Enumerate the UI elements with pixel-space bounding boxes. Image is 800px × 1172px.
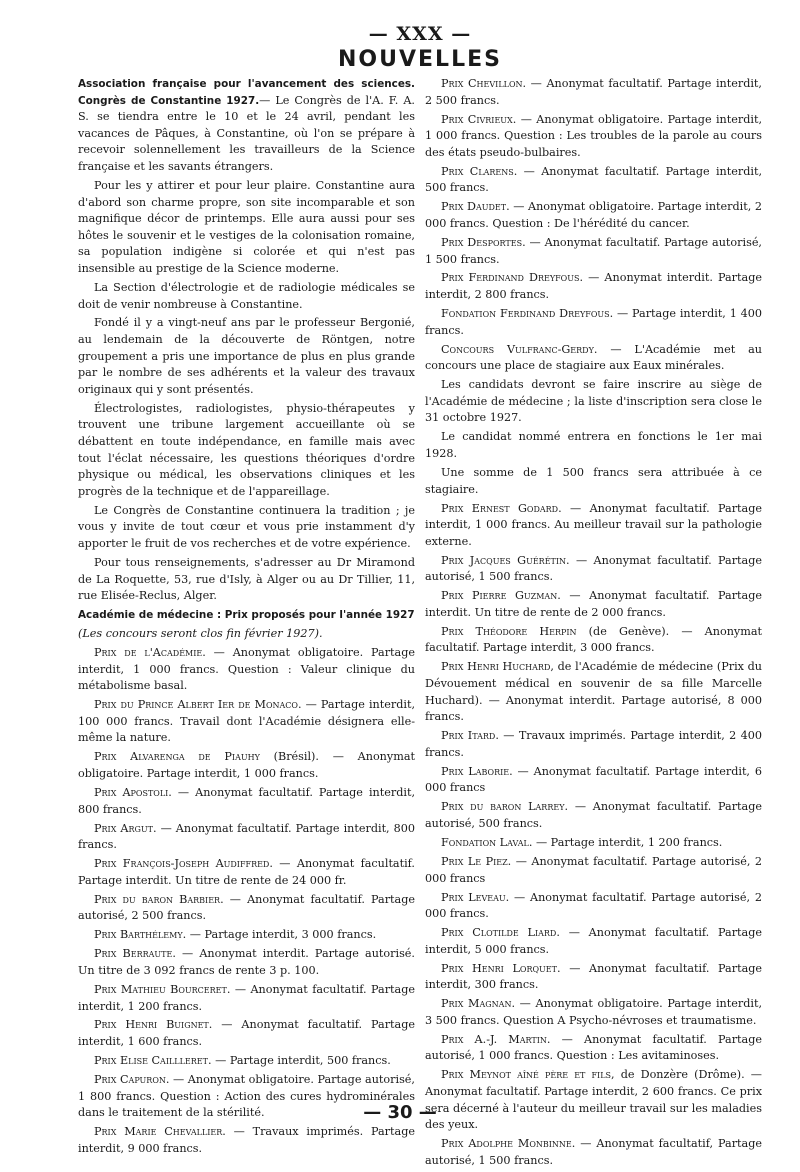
right-column [425, 76, 762, 1172]
prize-entry [425, 728, 762, 761]
prize-details: — Anonymat facultatif. Partage interdit, 5 000 francs. [425, 926, 762, 956]
prize-entry [425, 235, 762, 268]
prize-name: Prix du baron Barbier. [94, 892, 224, 906]
prize-details: — Anonymat facultatif. Partage autorisé, 2 000 francs [425, 854, 762, 885]
prize-details: (de Genève). — Anonymat facultatif. Partage interdit, 3 000 francs. [425, 624, 762, 655]
prize-details: — Anonymat facultatif. Partage autorisé, 1 000 francs. Question : Les avitaminoses. [425, 1032, 762, 1063]
prize-details: de Donzère (Drôme). — Anonymat facultatif. Partage interdit, 2 600 francs. Ce prix sera décerné à l'auteur du meilleur travail sur les maladies des yeux. [425, 1068, 762, 1132]
prize-details: — Anonymat facultatif. Partage autorisé, 2 500 francs. [78, 892, 416, 923]
prize-entry [425, 164, 762, 197]
prize-name: Prix Daudet. [441, 200, 510, 214]
prize-name: Prix Argut. [94, 821, 157, 835]
prize-details: — Anonymat facultatif. Partage interdit, 800 francs. [78, 821, 415, 852]
prize-entry [78, 892, 415, 925]
prize-name: Prix Henri Lorquet. [441, 961, 561, 975]
prize-entry [425, 961, 762, 994]
prize-name: Prix Meynot aîné père et fils, [441, 1068, 615, 1082]
prize-entry [425, 624, 762, 657]
prize-details: — Anonymat facultatif. Partage interdit, 1 200 francs. [78, 982, 416, 1013]
prize-entry [78, 645, 415, 695]
prize-details: — Anonymat facultatif. Partage interdit, 1 600 francs. [78, 1018, 416, 1049]
prize-name: Prix Laborie. [441, 764, 513, 778]
prize-name: Prix Chevillon. [441, 77, 527, 90]
prize-entry [425, 588, 762, 621]
prize-details: — Anonymat facultatif. Partage interdit, 500 francs. [425, 164, 762, 195]
prize-entry [425, 501, 762, 551]
prize-entry [425, 76, 762, 109]
prize-details: — Anonymat facultatif. Partage autorisé, 2 000 francs. [425, 890, 762, 921]
prize-entry [425, 835, 762, 852]
prize-details: — Travaux imprimés. Partage interdit, 9 000 francs. [78, 1125, 415, 1155]
prize-details: — Anonymat obligatoire. Partage interdit, 1 000 francs. Question : Les troubles de la parole au cours des états pseudo-bulbaires. [425, 112, 762, 159]
prize-name: Prix du baron Larrey. [441, 800, 569, 814]
prize-entry [425, 270, 762, 303]
prize-entry [425, 659, 762, 725]
prize-details: — L'Académie met au concours une place de stagiaire aux Eaux minérales. [425, 342, 762, 373]
prize-details: — Anonymat obligatoire. Partage interdit, 3 500 francs. Question A Psycho-névroses et traumatisme. [425, 997, 763, 1027]
prize-details: — Anonymat interdit. Partage autorisé. Un titre de 3 092 francs de rente 3 p. 100. [78, 947, 415, 977]
prize-name: Prix Barthélemy. [94, 928, 187, 942]
prize-entry [78, 821, 415, 854]
prize-name: Concours Vulfranc-Gerdy. [441, 342, 598, 356]
prize-details: — Travaux imprimés. Partage interdit, 2 400 francs. [425, 729, 762, 759]
prize-name: Prix Mathieu Bourceret. [94, 982, 231, 996]
prize-entry [78, 856, 415, 889]
prize-entry [425, 890, 762, 923]
prize-entry [425, 306, 762, 339]
prize-details: — Anonymat obligatoire. Partage interdit, 1 000 francs. Question : Valeur clinique du métabolisme basal. [78, 646, 415, 693]
prize-name: Prix Magnan. [441, 997, 516, 1011]
prize-entry [78, 982, 415, 1015]
prize-name: Prix Le Piez. [441, 854, 512, 868]
article-heading-text: Académie de médecine : Prix proposés pour l'année 1927 [78, 609, 415, 622]
prize-details: — Partage interdit, 500 francs. [215, 1054, 391, 1068]
prize-name: Prix A.-J. Martin. [441, 1032, 551, 1046]
prize-entry [78, 946, 415, 979]
prize-name: Prix François-Joseph Audiffred. [94, 857, 273, 871]
prize-entry [78, 927, 415, 944]
prize-details: (Brésil). — Anonymat obligatoire. Partage interdit, 1 000 francs. [78, 750, 415, 781]
prize-details: — Anonymat facultatif. Partage autorisé, 1 500 francs. [425, 553, 762, 584]
prize-entry [78, 749, 415, 782]
page-number: — 30 — [363, 1102, 437, 1123]
prize-name: Prix Adolphe Monbinne. [441, 1137, 576, 1151]
prize-entry [78, 1124, 415, 1157]
left-column [78, 76, 415, 1172]
prize-name: Prix Alvarenga de Piauhy [94, 750, 260, 764]
prize-details: — Anonymat facultatif. Partage interdit. Un titre de rente de 2 000 francs. [425, 589, 763, 619]
prize-details: — Anonymat obligatoire. Partage interdit, 2 000 francs. Question : De l'hérédité du cancer. [425, 200, 762, 230]
body-paragraph: Le Congrès de Constantine continuera la tradition ; je vous y invite de tout cœur et vous prie instamment d'y apporter le fruit de vos recherches et de votre expérience. [78, 503, 415, 550]
body-paragraph: Les candidats devront se faire inscrire au siège de l'Académie de médecine ; la liste d'inscription sera close le 31 octobre 1927. [425, 378, 762, 425]
prize-name: Prix Civrieux. [441, 112, 517, 126]
prize-name: Fondation Laval. [441, 835, 533, 849]
body-paragraph: Fondé il y a vingt-neuf ans par le professeur Bergonié, au lendemain de la découverte de Röntgen, notre groupement a pris une importance de plus en plus grande par le nombre de ses adhérents et la valeur des travaux originaux qui y sont présentés. [78, 316, 415, 396]
prize-details: — Anonymat facultatif. Partage autorisé, 1 500 francs. [425, 235, 762, 266]
prize-details: — Anonymat obligatoire. Partage autorisé, 1 800 francs. Question : Action des cures hydrominérales dans le traitement de la stérilité. [78, 1073, 415, 1120]
prize-details: — Partage interdit, 3 000 francs. [189, 928, 377, 942]
body-paragraph: Électrologistes, radiologistes, physio-thérapeutes y trouvent une tribune largement accueillante où se débattent en toute indépendance, en famille mais avec tout l'éclat nécessaire, les questions théoriques d'ordre physique ou médical, les observations cliniques et les progrès de la technique et de l'appareillage. [78, 401, 415, 498]
body-paragraph: Pour les y attirer et pour leur plaire. Constantine aura d'abord son charme propre, son site incomparable et son magnifique décor de printemps. Elle aura aussi pour ses hôtes le souvenir et le vestiges de la colonisation romaine, sa population indigène si colorée et qui n'est pas insensible au prestige de la Science moderne. [78, 178, 415, 275]
section-title: NOUVELLES [338, 47, 502, 72]
prize-name: Prix Elise Caillleret. [94, 1054, 212, 1068]
prize-name: Prix Jacques Guérétin. [441, 553, 570, 567]
prize-name: Prix Théodore Herpin [441, 624, 577, 638]
body-paragraph: Pour tous renseignements, s'adresser au Dr Miramond de La Roquette, 53, rue d'Isly, à Alger ou au Dr Tillier, 11, rue Elisée-Reclus, Alger. [78, 555, 415, 603]
prize-entry [78, 785, 415, 818]
prize-details: — Partage interdit, 1 200 francs. [535, 835, 723, 849]
deadline-note: (Les concours seront clos fin février 1927). [78, 627, 323, 641]
prize-name: Prix Clarens. [441, 164, 518, 178]
prize-entry [425, 553, 762, 586]
prize-name: Prix Ernest Godard. [441, 501, 562, 515]
prize-entry [425, 1032, 762, 1065]
prize-entry [425, 1067, 762, 1133]
prize-name: Prix Clotilde Liard. [441, 926, 560, 940]
prize-details: — Anonymat interdit. Partage interdit, 2 800 francs. [425, 271, 762, 302]
prize-details: — Anonymat facultatif. Partage interdit, 300 francs. [425, 961, 763, 992]
prize-name: Prix de l'Académie. [94, 646, 206, 660]
prize-entry [78, 697, 415, 747]
prize-details: — Anonymat facultatif. Partage interdit, 6 000 francs [425, 764, 762, 795]
prize-name: Prix Itard. [441, 729, 499, 743]
prize-details: — Anonymat facultatif, Partage autorisé, 1 500 francs. [425, 1137, 762, 1167]
prize-name: Fondation Ferdinand Dreyfous. [441, 307, 614, 321]
prize-entry [425, 799, 762, 832]
prize-name: Prix Marie Chevallier. [94, 1125, 226, 1139]
article-heading [78, 76, 415, 176]
prize-details: — Anonymat facultatif. Partage autorisé, 500 francs. [425, 800, 763, 830]
prize-details: — Anonymat facultatif. Partage interdit, 2 500 francs. [425, 77, 762, 107]
prize-name: Prix Leveau. [441, 890, 510, 904]
prize-entry [425, 925, 762, 958]
prize-name: Prix Henri Huchard, [441, 660, 554, 674]
prize-details: — Anonymat facultatif. Partage interdit, 800 francs. [78, 786, 415, 816]
article-body-text: — Le Congrès de l'A. F. A. S. se tiendra entre le 10 et le 24 avril, pendant les vacances de Pâques, à Constantine, où l'on se prépare à recevoir solennellement les travailleurs de la Science française et les savants étrangers. [78, 93, 415, 173]
prize-details: de l'Académie de médecine (Prix du Dévouement médical en souvenir de sa fille Marcelle Huchard). — Anonymat interdit. Partage autorisé, 8 000 francs. [425, 660, 763, 724]
prize-name: Prix du Prince Albert Ier de Monaco. [94, 698, 302, 712]
body-paragraph: La Section d'électrologie et de radiologie médicales se doit de venir nombreuse à Constantine. [78, 280, 415, 311]
prize-entry [425, 996, 762, 1029]
running-head: — XXX — [368, 23, 472, 45]
prize-details: — Partage interdit, 1 400 francs. [425, 307, 762, 337]
prize-details: — Anonymat facultatif. Partage interdit, 1 000 francs. Au meilleur travail sur la pathologie externe. [425, 501, 763, 548]
prize-details: — Anonymat facultatif. Partage interdit. Un titre de rente de 24 000 fr. [78, 857, 415, 887]
prize-name: Prix Desportes. [441, 235, 526, 249]
article-heading [78, 607, 415, 624]
prize-name: Prix Apostoli. [94, 786, 172, 800]
prize-entry [425, 854, 762, 887]
prize-entry [425, 1136, 762, 1169]
article-heading-text: Association française pour l'avancement des sciences. Congrès de Constantine 1927. [78, 78, 415, 107]
body-paragraph: Une somme de 1 500 francs sera attribuée à ce stagiaire. [425, 465, 762, 496]
two-column-body [78, 76, 762, 1172]
prize-entry [425, 764, 762, 797]
prize-details: — Partage interdit, 100 000 francs. Travail dont l'Académie désignera elle-même la nature. [78, 698, 415, 745]
prize-entry [425, 342, 762, 375]
body-paragraph: Le candidat nommé entrera en fonctions le 1er mai 1928. [425, 430, 762, 460]
prize-entry [78, 1017, 415, 1050]
prize-entry [425, 199, 762, 232]
prize-name: Prix Capuron. [94, 1073, 170, 1087]
prize-entry [425, 112, 762, 162]
prize-name: Prix Berraute. [94, 947, 176, 961]
prize-name: Prix Henri Buignet. [94, 1018, 213, 1032]
prize-entry [78, 1053, 415, 1070]
prize-name: Prix Pierre Guzman. [441, 589, 561, 603]
prize-name: Prix Ferdinand Dreyfous. [441, 271, 584, 285]
